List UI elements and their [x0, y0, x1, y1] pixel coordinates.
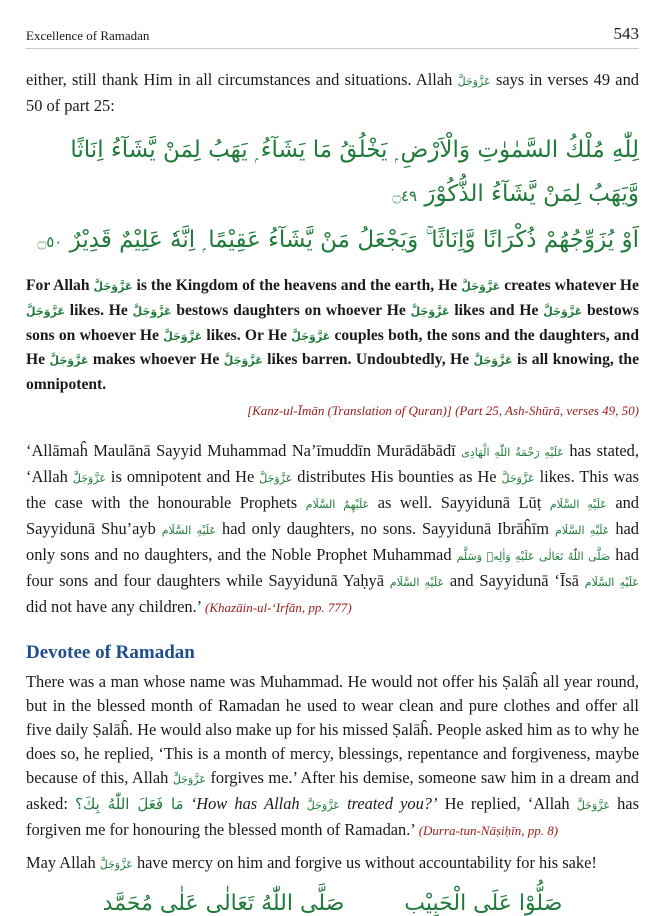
- book-title: Excellence of Ramadan: [26, 28, 150, 43]
- honorific: عَزَّوَجَلَّ: [457, 75, 491, 88]
- prayer-paragraph: May Allah عَزَّوَجَلَّ have mercy on him and forgive us without accountability for his sake!: [26, 852, 597, 872]
- citation: (Khazāin-ul-‘Irfān, pp. 777): [205, 599, 352, 615]
- honorific: عَزَّوَجَلَّ: [172, 772, 206, 786]
- citation: (Durra-tun-Nāṣiḥīn, pp. 8): [418, 822, 559, 838]
- honorific: عَلَيْهِ السَّلَام: [161, 523, 217, 537]
- honorific: عَزَّوَجَلَّ: [132, 304, 172, 318]
- intro-text: either, still thank Him in all circumstances and situations. Allah: [26, 70, 453, 89]
- honorific: عَلَيْهِ السَّلَام: [389, 575, 445, 589]
- page-number: 543: [613, 24, 639, 43]
- honorific: عَلَيْهِ السَّلَام: [549, 497, 607, 511]
- closing-salawat-left: صَلَّى اللّٰهُ تَعَالٰى عَلٰى مُحَمَّد: [102, 890, 345, 916]
- honorific: صَلَّى اللّٰهُ تَعَالٰى عَلَيْهِ وَاٰلِهٖ وَسَلَّم: [456, 549, 611, 563]
- honorific: عَزَّوَجَلَّ: [291, 329, 331, 343]
- honorific: عَلَيْهِ رَحْمَةُ اللّٰهِ الْهَادِى: [461, 445, 564, 459]
- verse-text: اَوْ يُزَوِّجُهُمْ ذُكْرَانًا وَّاِنَاثًا ۚ وَيَجْعَلُ مَنْ يَّشَآءُ عَقِيْمًا ۭ اِنَّهٗ عَلِيْمٌ قَدِيْرٌ: [69, 227, 639, 253]
- honorific: عَلَيْهِ السَّلَام: [555, 523, 610, 537]
- verse-marker: ۝٤٩: [392, 187, 418, 205]
- honorific: عَزَّوَجَلَّ: [99, 857, 133, 871]
- section-heading: Devotee of Ramadan: [26, 641, 195, 663]
- honorific: عَزَّوَجَلَّ: [49, 354, 89, 368]
- honorific: عَزَّوَجَلَّ: [410, 304, 450, 318]
- honorific: عَلَيْهِمُ السَّلَام: [305, 497, 370, 511]
- honorific: عَزَّوَجَلَّ: [473, 354, 513, 368]
- quran-verse: [26, 128, 639, 264]
- honorific: عَزَّوَجَلَّ: [576, 798, 610, 812]
- translation-reference: [Kanz-ul-Īmān (Translation of Quran)] (Part 25, Ash-Shūrā, verses 49, 50): [247, 402, 639, 418]
- arabic-question: مَا فَعَلَ اللّٰهُ بِكَ؟: [75, 794, 184, 813]
- verse-text: لِلّٰهِ مُلْكُ السَّمٰوٰتِ وَالْاَرْضِ ۭ يَخْلُقُ مَا يَشَآءُ ۭ يَهَبُ لِمَنْ يَّشَآءُ اِنَاثًا وَّيَهَبُ لِمَنْ يَّشَآءُ الذُّكُوْرَ: [70, 137, 639, 207]
- closing-salawat-right: صَلُّوْا عَلَى الْحَبِيْب: [404, 890, 563, 916]
- honorific: عَزَّوَجَلَّ: [72, 471, 106, 485]
- verse-line-2: [26, 218, 639, 264]
- honorific: عَزَّوَجَلَّ: [461, 280, 501, 293]
- honorific: عَلَيْهِ السَّلَام: [584, 575, 639, 589]
- page-content: [26, 68, 639, 916]
- honorific: عَزَّوَجَلَّ: [259, 471, 293, 485]
- story-paragraph: There was a man whose name was Muhammad. He would not offer his Ṣalāĥ all year round, but in the blessed month of Ramadan he used to wear clean and pure clothes and offer all five daily Ṣalāĥ. He would also make up for his missed Ṣalāĥ. People asked him as to why he does so, he replied, ‘This is a month of mercy, blessings, repentance and forgiveness, maybe because of this, Allah عَزَّوَجَلَّ forgives me.’ After his demise, someone saw him in a dream and asked: مَا فَعَلَ اللّٰهُ بِكَ؟ ‘How has Allah عَزَّوَجَلَّ treated you?’ He replied, ‘Allah عَزَّوَجَلَّ has forgiven me for honouring the blessed month of Ramadan.’ (Durra-tun-Nāṣiḥīn, pp. 8): [26, 671, 639, 839]
- honorific: عَزَّوَجَلَّ: [93, 280, 133, 293]
- honorific: عَزَّوَجَلَّ: [163, 329, 203, 343]
- honorific: عَزَّوَجَلَّ: [543, 304, 583, 318]
- closing-salawat: [26, 891, 639, 916]
- intro-paragraph: [26, 68, 639, 118]
- verse-line-1: [26, 128, 639, 218]
- verse-translation: For Allah عَزَّوَجَلَّ is the Kingdom of the heavens and the earth, He عَزَّوَجَلَّ creates whatever He عَزَّوَجَلَّ likes. He عَزَّوَجَلَّ bestows daughters on whoever He عَزَّوَجَلَّ likes and He عَزَّوَجَلَّ bestows sons on whoever He عَزَّوَجَلَّ likes. Or He عَزَّوَجَلَّ couples both, the sons and the daughters, and He عَزَّوَجَلَّ makes whoever He عَزَّوَجَلَّ likes barren. Undoubtedly, He عَزَّوَجَلَّ is all knowing, the omnipotent.: [26, 277, 640, 394]
- commentary-paragraph: ‘Allāmaĥ Maulānā Sayyid Muhammad Na’īmuddīn Murādābādī عَلَيْهِ رَحْمَةُ اللّٰهِ الْهَادِى has stated, ‘Allah عَزَّوَجَلَّ is omnipotent and He عَزَّوَجَلَّ distributes His bounties as He عَزَّوَجَلَّ likes. This was the case with the honourable Prophets عَلَيْهِمُ السَّلَام as well. Sayyidunā Lūṭ عَلَيْهِ السَّلَام and Sayyidunā Shu’ayb عَلَيْهِ السَّلَام had only daughters, no sons. Sayyidunā Ibrāĥīm عَلَيْهِ السَّلَام had only sons and no daughters, and the Noble Prophet Muhammad صَلَّى اللّٰهُ تَعَالٰى عَلَيْهِ وَاٰلِهٖ وَسَلَّم had four sons and four daughters while Sayyidunā Yaḥyā عَلَيْهِ السَّلَام and Sayyidunā ‘Īsā عَلَيْهِ السَّلَام did not have any children.’ (Khazāin-ul-‘Irfān, pp. 777): [26, 440, 639, 616]
- honorific: عَزَّوَجَلَّ: [306, 798, 340, 812]
- honorific: عَزَّوَجَلَّ: [501, 471, 535, 485]
- verse-marker: ۝٥٠: [37, 233, 63, 251]
- page-header: [26, 24, 639, 49]
- intro-text: says in verses 49 and 50 of part 25:: [26, 70, 639, 115]
- honorific: عَزَّوَجَلَّ: [223, 354, 263, 368]
- honorific: عَزَّوَجَلَّ: [26, 304, 65, 318]
